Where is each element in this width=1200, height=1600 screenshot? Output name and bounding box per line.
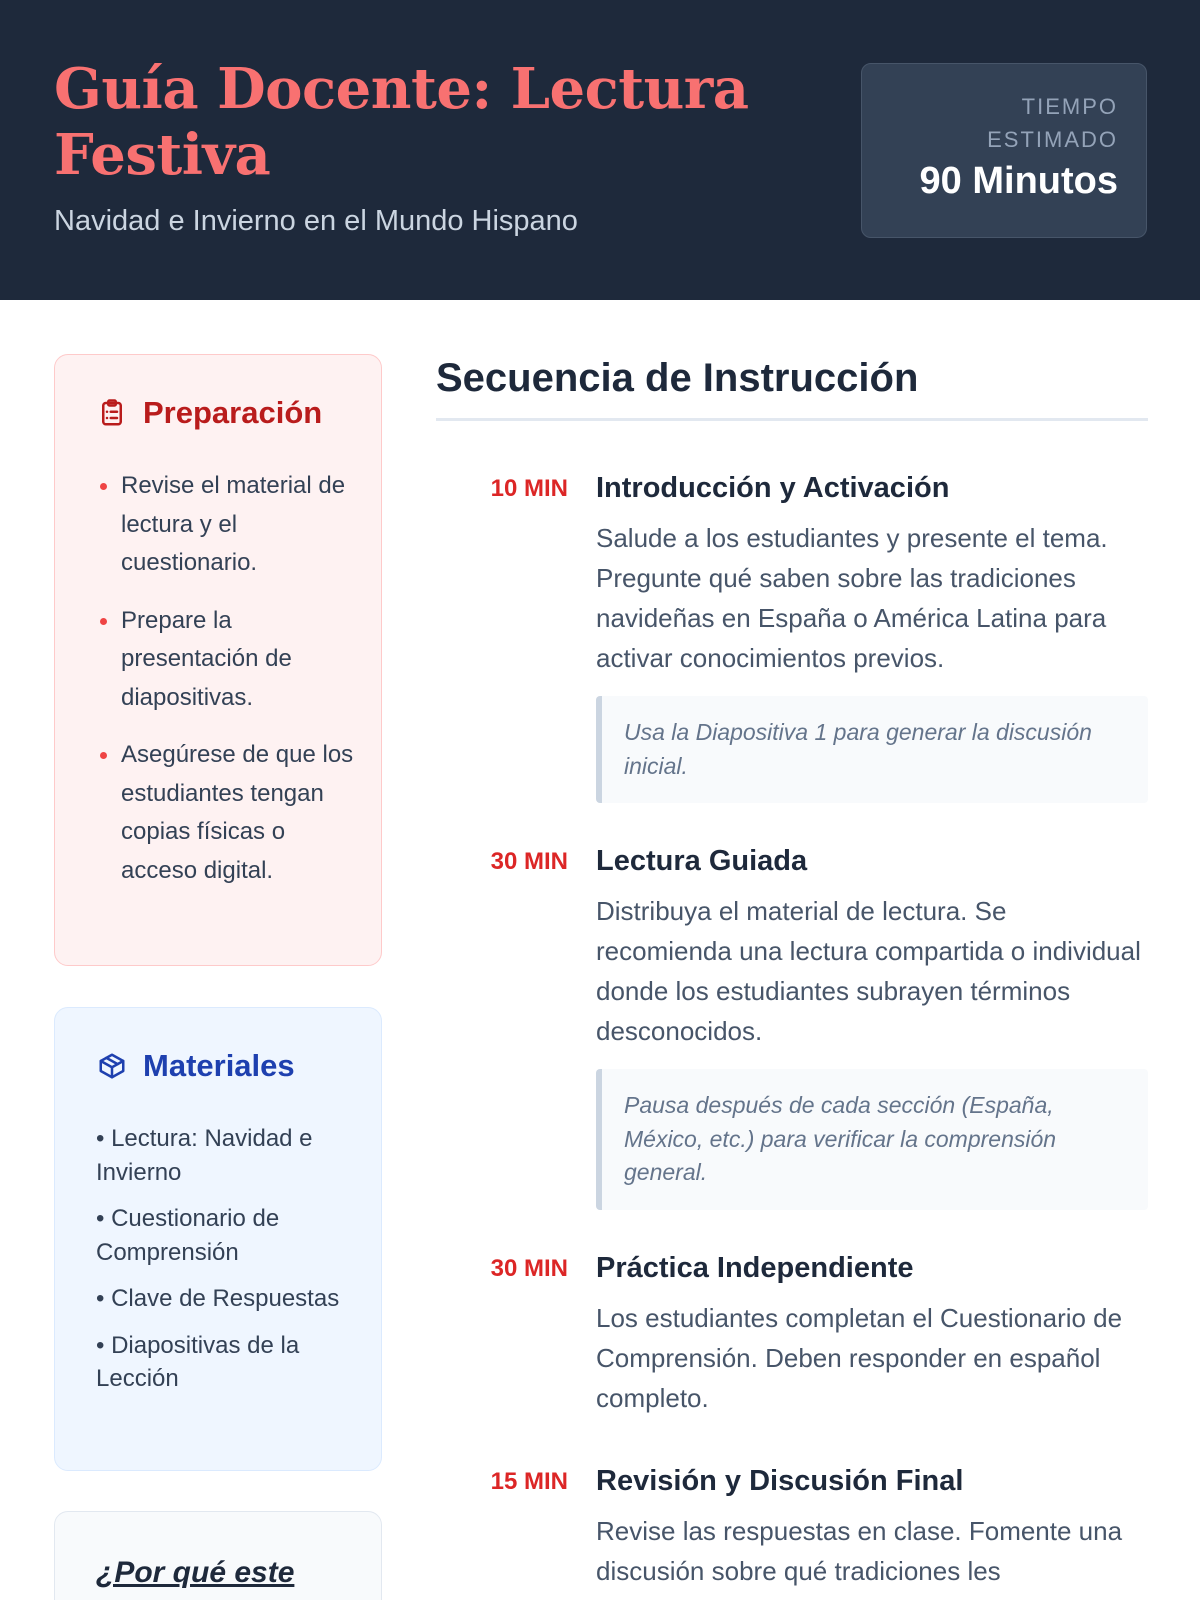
clipboard-icon <box>97 398 127 428</box>
step-tip-note: Pausa después de cada sección (España, México, etc.) para verificar la comprensión general. <box>596 1069 1148 1210</box>
step-tip-note: Usa la Diapositiva 1 para generar la discusión inicial. <box>596 696 1148 803</box>
why-card <box>54 1511 382 1600</box>
step-description: Distribuya el material de lectura. Se recomienda una lectura compartida o individual donde los estudiantes subrayen términos desconocidos. <box>596 896 1141 1046</box>
step-body <box>596 1250 1148 1418</box>
step-description: Los estudiantes completan el Cuestionario de Comprensión. Deben responder en español completo. <box>596 1303 1123 1413</box>
section-divider <box>436 418 1148 421</box>
step-body <box>596 843 1148 1210</box>
step-description: Revise las respuestas en clase. Fomente una discusión sobre qué tradiciones les <box>596 1516 1123 1586</box>
list-item: Revise el material de lectura y el cuestionario. <box>121 467 361 583</box>
step-duration: 30 MIN <box>490 848 568 875</box>
step-title: Lectura Guiada <box>596 845 808 877</box>
preparation-list <box>121 467 361 909</box>
list-item: • Diapositivas de la Lección <box>96 1331 300 1392</box>
step-body <box>596 1463 1148 1591</box>
step-title: Revisión y Discusión Final <box>596 1465 964 1497</box>
step-title: Práctica Independiente <box>596 1252 914 1284</box>
estimated-time-label: TIEMPO ESTIMADO <box>987 94 1118 152</box>
materials-header <box>97 1048 295 1084</box>
preparation-card <box>54 354 382 966</box>
list-item: • Cuestionario de Comprensión <box>96 1205 280 1266</box>
why-title: ¿Por qué este <box>96 1556 295 1589</box>
list-item: • Clave de Respuestas <box>96 1285 340 1312</box>
step-body <box>596 470 1148 803</box>
list-item: Prepare la presentación de diapositivas. <box>121 602 361 718</box>
box-icon <box>97 1051 127 1081</box>
page-title: Guía Docente: Lectura Festiva <box>54 56 749 188</box>
step-title: Introducción y Activación <box>596 472 950 504</box>
estimated-time-value: 90 Minutos <box>919 160 1118 202</box>
page-subtitle: Navidad e Invierno en el Mundo Hispano <box>54 205 578 237</box>
list-item: Asegúrese de que los estudiantes tengan copias físicas o acceso digital. <box>121 736 361 890</box>
materials-title: Materiales <box>143 1048 295 1083</box>
preparation-header <box>97 395 322 431</box>
materials-card <box>54 1007 382 1471</box>
step-duration: 30 MIN <box>490 1255 568 1282</box>
preparation-title: Preparación <box>143 395 323 430</box>
step-duration: 10 MIN <box>490 475 568 502</box>
step-duration: 15 MIN <box>490 1468 568 1495</box>
page-header <box>0 0 1200 300</box>
list-item: • Lectura: Navidad e Invierno <box>96 1125 313 1186</box>
step-description: Salude a los estudiantes y presente el tema. Pregunte qué saben sobre las tradiciones navideñas en España o América Latina para activar conocimientos previos. <box>596 523 1108 673</box>
sequence-title: Secuencia de Instrucción <box>436 356 919 400</box>
estimated-time-box <box>861 63 1147 238</box>
materials-list <box>96 1122 356 1409</box>
